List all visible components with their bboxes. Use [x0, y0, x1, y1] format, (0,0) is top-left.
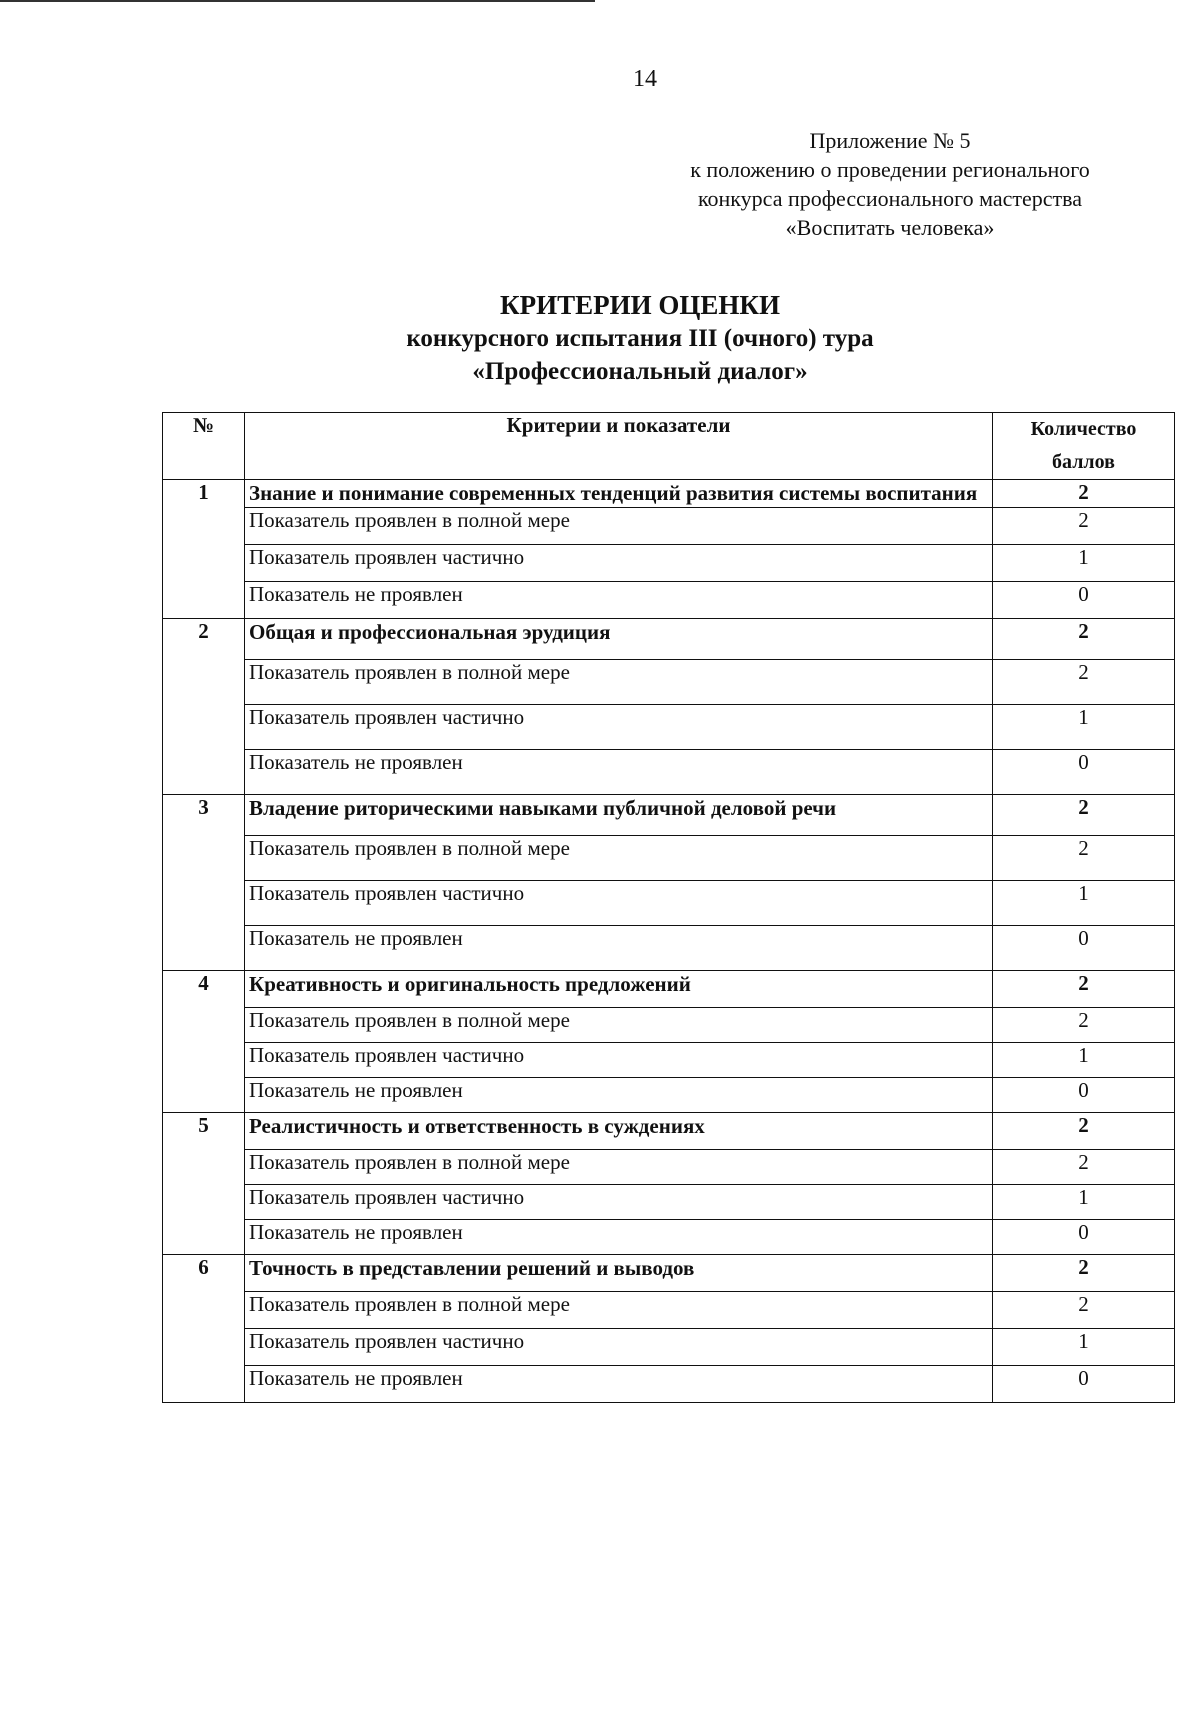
criterion-row — [163, 1113, 1175, 1150]
indicator-label: Показатель проявлен в полной мере — [245, 1150, 993, 1185]
criterion-title: Общая и профессиональная эрудиция — [245, 619, 993, 660]
indicator-label: Показатель проявлен в полной мере — [245, 660, 993, 705]
header-criteria: Критерии и показатели — [245, 413, 993, 480]
indicator-score: 2 — [993, 1008, 1175, 1043]
indicator-score: 1 — [993, 545, 1175, 582]
indicator-score: 0 — [993, 926, 1175, 971]
indicator-row — [163, 881, 1175, 926]
indicator-label: Показатель не проявлен — [245, 1078, 993, 1113]
criterion-row — [163, 480, 1175, 508]
criterion-title: Креативность и оригинальность предложений — [245, 971, 993, 1008]
indicator-label: Показатель проявлен частично — [245, 1043, 993, 1078]
indicator-row — [163, 1043, 1175, 1078]
indicator-label: Показатель проявлен частично — [245, 881, 993, 926]
criterion-title: Точность в представлении решений и выводов — [245, 1255, 993, 1292]
criterion-score: 2 — [993, 1113, 1175, 1150]
criterion-number: 3 — [163, 795, 245, 971]
indicator-row — [163, 926, 1175, 971]
indicator-score: 1 — [993, 1043, 1175, 1078]
criterion-row — [163, 795, 1175, 836]
indicator-row — [163, 1329, 1175, 1366]
indicator-row — [163, 1008, 1175, 1043]
appendix-line-1: Приложение № 5 — [809, 128, 971, 153]
indicator-row — [163, 1366, 1175, 1403]
indicator-label: Показатель не проявлен — [245, 750, 993, 795]
criterion-score: 2 — [993, 795, 1175, 836]
criterion-number: 6 — [163, 1255, 245, 1403]
indicator-score: 0 — [993, 582, 1175, 619]
header-score: Количество баллов — [993, 413, 1175, 480]
indicator-row — [163, 1292, 1175, 1329]
indicator-label: Показатель проявлен в полной мере — [245, 836, 993, 881]
criterion-row — [163, 1255, 1175, 1292]
indicator-score: 2 — [993, 660, 1175, 705]
indicator-row — [163, 750, 1175, 795]
criterion-score: 2 — [993, 619, 1175, 660]
criterion-title: Знание и понимание современных тенденций развития системы воспитания — [245, 480, 993, 508]
indicator-row — [163, 705, 1175, 750]
indicator-score: 1 — [993, 1185, 1175, 1220]
criterion-score: 2 — [993, 971, 1175, 1008]
criterion-number: 1 — [163, 480, 245, 619]
indicator-score: 1 — [993, 881, 1175, 926]
indicator-row — [163, 1220, 1175, 1255]
indicator-label: Показатель проявлен частично — [245, 705, 993, 750]
criterion-number: 4 — [163, 971, 245, 1113]
indicator-score: 2 — [993, 1292, 1175, 1329]
criteria-table — [162, 412, 1175, 1403]
document-subtitle-2: «Профессиональный диалог» — [472, 358, 808, 385]
page-number: 14 — [633, 66, 657, 92]
criterion-number: 2 — [163, 619, 245, 795]
criterion-number: 5 — [163, 1113, 245, 1255]
indicator-score: 1 — [993, 1329, 1175, 1366]
criterion-title: Реалистичность и ответственность в суждениях — [245, 1113, 993, 1150]
indicator-row — [163, 1185, 1175, 1220]
indicator-row — [163, 660, 1175, 705]
indicator-label: Показатель проявлен в полной мере — [245, 1292, 993, 1329]
indicator-label: Показатель проявлен частично — [245, 1185, 993, 1220]
document-title: КРИТЕРИИ ОЦЕНКИ — [500, 290, 780, 320]
indicator-score: 2 — [993, 1150, 1175, 1185]
indicator-row — [163, 582, 1175, 619]
indicator-row — [163, 836, 1175, 881]
indicator-row — [163, 1078, 1175, 1113]
indicator-row — [163, 1150, 1175, 1185]
indicator-row — [163, 545, 1175, 582]
indicator-score: 0 — [993, 1078, 1175, 1113]
indicator-label: Показатель не проявлен — [245, 582, 993, 619]
indicator-label: Показатель проявлен в полной мере — [245, 1008, 993, 1043]
criterion-title: Владение риторическими навыками публичной деловой речи — [245, 795, 993, 836]
indicator-score: 0 — [993, 1220, 1175, 1255]
table-header-row — [163, 413, 1175, 480]
appendix-line-2: к положению о проведении регионального — [690, 157, 1090, 182]
indicator-score: 1 — [993, 705, 1175, 750]
header-number: № — [163, 413, 245, 480]
document-subtitle-1: конкурсного испытания III (очного) тура — [406, 325, 874, 352]
indicator-label: Показатель не проявлен — [245, 1220, 993, 1255]
indicator-label: Показатель проявлен в полной мере — [245, 508, 993, 545]
criterion-score: 2 — [993, 480, 1175, 508]
indicator-score: 0 — [993, 750, 1175, 795]
indicator-score: 0 — [993, 1366, 1175, 1403]
criterion-row — [163, 619, 1175, 660]
appendix-line-4: «Воспитать человека» — [785, 215, 995, 240]
criterion-score: 2 — [993, 1255, 1175, 1292]
appendix-line-3: конкурса профессионального мастерства — [697, 186, 1083, 211]
criterion-row — [163, 971, 1175, 1008]
indicator-row — [163, 508, 1175, 545]
indicator-label: Показатель не проявлен — [245, 926, 993, 971]
indicator-score: 2 — [993, 508, 1175, 545]
appendix-reference — [655, 126, 1125, 242]
document-heading — [160, 288, 1120, 388]
scan-edge-line — [0, 0, 595, 2]
indicator-label: Показатель проявлен частично — [245, 1329, 993, 1366]
indicator-score: 2 — [993, 836, 1175, 881]
indicator-label: Показатель проявлен частично — [245, 545, 993, 582]
indicator-label: Показатель не проявлен — [245, 1366, 993, 1403]
